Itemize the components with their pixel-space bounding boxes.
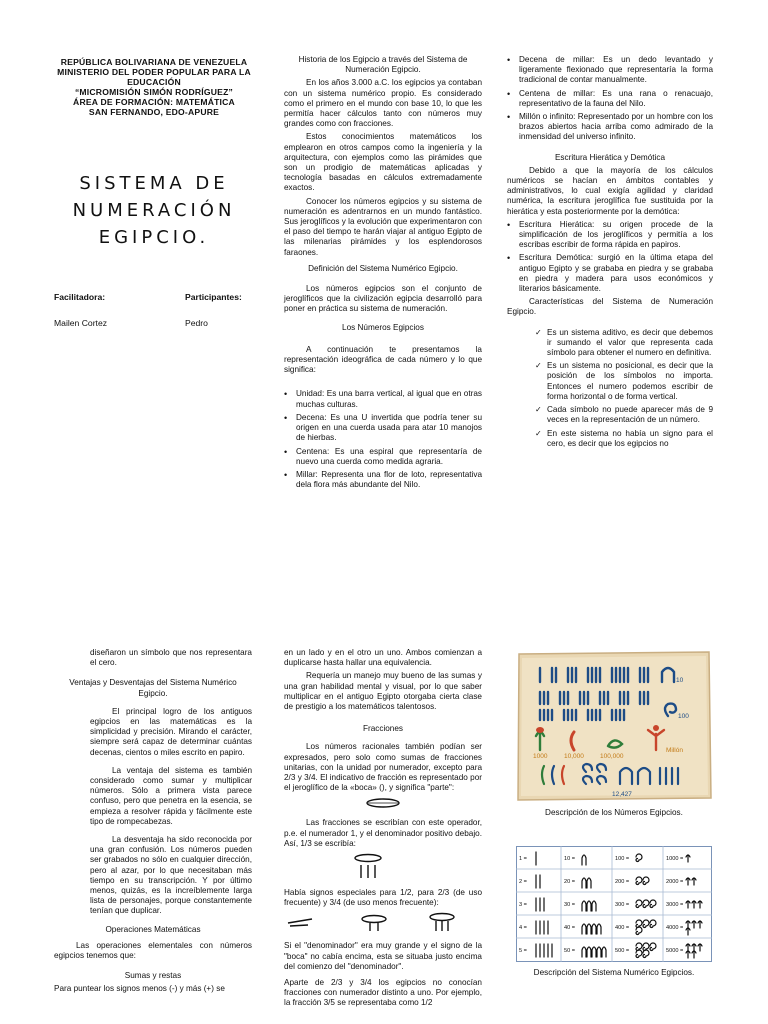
label-ten: 10 [676,677,684,684]
mouth-icon [284,796,482,810]
advantages-paragraph-2: La ventaja del sistema es también considerado como sumar y multiplicar números. Sólo a primera vista parece confuso, pero que penetra en la esencia, se empieza a resolver rápida y fácilmente este tipo de rompecabezas. [90,765,252,826]
list-item-hieratic: • Escritura Hierática: su origen procede de la simplificación de los jeroglíficos y permitía a los escribas escribir de forma rápida en papiros. [507,220,713,251]
facilitator-name: Mailen Cortez [54,318,108,328]
numbers-table-graphic [516,846,712,962]
table-cell-label: 40 = [564,925,576,931]
label-total: 12,427 [612,791,632,798]
fractions-paragraph-1: Los números racionales también podían ser expresados, pero solo como sumas de fracciones unitarias, con la unidad por numerador, excepto para 2/3 y 3/4. El indicativo de fracción es representado por el jeroglífico de la «boca» (), y significa "parte": [284,742,482,793]
history-paragraph-3: Conocer los números egipcios y su sistema de numeración es adentrarnos en un mundo fantástico. Sus jeroglíficos y la evolución que experimentaron con el paso del tiempo te harán viajar al antiguo Egipto de las milenarias pirámides y los esplendorosos faraones. [284,196,482,257]
table-cell-label: 5 = [519,948,527,954]
symbols-column [507,55,713,452]
table-cell-label: 50 = [564,948,576,954]
check-item-positional: ✓ Es un sistema no posicional, es decir que la posición de los símbolos no importa. Entonces el numero podemos escribir de forma horizontal o de forma vertical. [535,361,713,402]
mouth-glyph [284,796,482,810]
table-cell-label: 30 = [564,902,576,908]
table-cell-label: 10 = [564,856,576,862]
symbols-list [507,55,713,143]
table-cell-label: 20 = [564,879,576,885]
special-fractions-icon [284,911,482,933]
table-cell-label: 400 = [615,925,630,931]
list-item-hundred-thousand: • Centena de millar: Es una rana o renacuajo, representativo de la fauna del Nilo. [507,89,713,109]
fractions-paragraph-2: Las fracciones se escribían con este operador, p.e. el numerador 1, y el denominador positivo debajo. Así, 1/3 se escribía: [284,818,482,848]
history-paragraph-2: Estos conocimientos matemáticos los emplearon en otros campos como la ingeniería y la arquitectura, con ejemplos como las pirámides que son un prodigio de matemáticas aplicadas y tecnología basadas en cálculos extremadamente exactos. [284,132,482,193]
one-third-glyph [284,852,482,882]
check-item-max-nine: ✓ Cada símbolo no puede aparecer más de 9 veces en la representación de un número. [535,405,713,425]
papyrus-illustration [516,650,712,802]
table-cell-label: 2 = [519,879,527,885]
operations-heading: Operaciones Matemáticas [105,924,201,934]
title-line-1: SISTEMA DE [79,173,229,194]
list-item-ten: • Decena: Es una U invertida que podría tener su origen en una cuerda usada para atar 10 manojos de hierbas. [284,413,482,444]
main-title [54,170,254,251]
definition-heading: Definición del Sistema Numérico Egipcio. [308,263,458,273]
history-heading: Historia de los Egipcio a través del Sistema de Numeración Egipcio. [298,55,468,75]
numbers-heading: Los Números Egipcios [342,322,424,332]
history-paragraph-1: En los años 3.000 a.C. los egipcios ya contaban con un sistema numérico propio. Es considerado como el primero en el mundo con base 10, lo que les permitía hacer cálculos tanto con números muy grandes como con fracciones. [284,78,482,129]
numbers-table [516,846,712,962]
papyrus-image [516,650,712,802]
papyrus-caption: Descripción de los Números Egipcios. [545,808,683,817]
table-cell-label: 300 = [615,902,630,908]
table-cell-label: 1000 = [666,856,684,862]
table-cell-label: 5000 = [666,948,684,954]
header-republic: REPÚBLICA BOLIVARIANA DE VENEZUELA [60,57,248,67]
list-item-demotic: • Escritura Demótica: surgió en la última etapa del antiguo Egipto y se grababa en piedra y se grababa en piedra y madera para usos económicos y literarios básicamente. [507,253,713,294]
multiply-continuation: en un lado y en el otro un uno. Ambos comienzan a duplicarse hasta hallar una equivalencia. [284,648,482,668]
header-area: ÁREA DE FORMACIÓN: MATEMÁTICA [73,97,235,107]
characteristics-list [507,328,713,449]
sums-heading: Sumas y restas [124,971,182,981]
special-signs-paragraph: Había signos especiales para 1/2, para 2/3 (de uso frecuente) y 3/4 (de uso menos frecuente): [284,888,482,908]
large-denominator-paragraph: Si el "denominador" era muy grande y el signo de la "boca" no cabía encima, esta se situaba justo encima del comienzo del "denominador". [284,941,482,971]
title-line-3: EGIPCIO. [98,227,210,248]
list-item-thousand: • Millar: Representa una flor de loto, representativa dela flora más abundante del Nilo. [284,470,482,490]
list-item-ten-thousand: • Decena de millar: Es un dedo levantado y ligeramente flexionado que representaría la forma tradicional de contar manualmente. [507,55,713,86]
label-hundred: 100 [678,713,689,720]
writing-list [507,220,713,294]
label-ten-thousand: 10,000 [564,753,584,760]
check-item-zero: ✓ En este sistema no había un signo para el cero, es decir que los egipcios no [535,429,713,449]
fractions-column [284,648,482,1012]
numbers-list [284,389,482,490]
operations-intro: Las operaciones elementales con números egipcios tenemos que: [54,940,252,961]
table-cell-label: 100 = [615,856,630,862]
table-cell-label: 3 = [519,902,527,908]
table-caption: Descripción del Sistema Numérico Egipcios. [533,968,695,977]
zero-continuation: diseñaron un símbolo que nos representara el cero. [90,648,252,668]
header-location: SAN FERNANDO, EDO-APURE [88,107,220,117]
label-million: Millón [666,747,683,754]
other-fractions-paragraph: Aparte de 2/3 y 3/4 los egipcios no conocían fracciones con numerador distinto a uno. Por ejemplo, la fracción 3/5 se representaba como 1/2 [284,978,482,1008]
special-fractions-glyphs [284,911,482,933]
hieratic-paragraph: Debido a que la mayoría de los cálculos numéricos se hacían en ámbitos contables y administrativos, lo cual exigía agilidad y claridad numérica, la escritura jeroglífica fue sustituida por la hierática y esta posteriormente por la demótica: [507,165,713,216]
table-cell-label: 2000 = [666,879,684,885]
list-item-million: • Millón o infinito: Representado por un hombre con los brazos abiertos hacia arriba como admirado de la inmensidad del universo infinito. [507,112,713,143]
cover-column [54,57,254,117]
history-column [284,55,482,493]
participant-name: Pedro [185,318,208,328]
table-cell-label: 200 = [615,879,630,885]
facilitator-label: Facilitadora: [54,292,106,302]
title-line-2: NUMERACIÓN [72,200,236,221]
label-thousand: 1000 [533,753,548,760]
table-cell-label: 500 = [615,948,630,954]
fractions-heading: Fracciones [362,724,404,734]
characteristics-heading: Características del Sistema de Numeración Egipcio. [507,297,713,317]
table-cell-label: 4000 = [666,925,684,931]
table-cell-label: 3000 = [666,902,684,908]
table-cell-label: 1 = [519,856,527,862]
list-item-unit: • Unidad: Es una barra vertical, al igual que en otras muchas culturas. [284,389,482,409]
header-ministry: MINISTERIO DEL PODER POPULAR PARA LA EDUCACIÓN [57,67,251,87]
definition-paragraph: Los números egipcios son el conjunto de jeroglíficos que la civilización egipcia desarrolló para poner en práctica su sistema de numeración. [284,284,482,314]
label-hundred-thousand: 100,000 [600,753,624,760]
participants-label: Participantes: [185,292,242,302]
header-micromision: “MICROMISIÓN SIMÓN RODRÍGUEZ” [74,87,234,97]
advantages-column [54,648,252,998]
disadvantages-paragraph: La desventaja ha sido reconocida por una gran confusión. Los números pueden ser grabados no sólo en cualquier dirección, pero al azar, por lo que necesitaban más tiempo en su transcripción. Y por último menos, quizás, es la increíblemente larga lista de personajes, porque constantemente tenían que duplicar. [90,835,252,916]
numbers-intro: A continuación te presentamos la representación ideográfica de cada número y lo que significa: [284,344,482,375]
list-item-hundred: • Centena: Es una espiral que representaría de nuevo una cuerda como medida agraria. [284,447,482,467]
one-third-icon [284,852,482,882]
sums-paragraph: Para puntear los signos menos (-) y más (+) se [54,984,225,994]
advantages-heading: Ventajas y Desventajas del Sistema Numérico Egipcio. [69,678,237,698]
multiply-paragraph: Requería un manejo muy bueno de las sumas y una gran habilidad mental y visual, por lo que saber multiplicar en el antiguo Egipto otorgaba cierta clase de prestigio a los matemáticos talentosos. [284,671,482,712]
advantages-paragraph-1: El principal logro de los antiguos egipcios en las matemáticas es la simplicidad y precisión. Mirando el carácter, siempre será capaz de determinar cuántas decenas, cientos o miles escrito en papiro. [90,706,252,757]
check-item-additive: ✓ Es un sistema aditivo, es decir que debemos ir sumando el valor que representa cada símbolo para obtener el numero en definitiva. [535,328,713,359]
table-cell-label: 4 = [519,925,527,931]
hieratic-heading: Escritura Hierática y Demótica [554,152,666,162]
